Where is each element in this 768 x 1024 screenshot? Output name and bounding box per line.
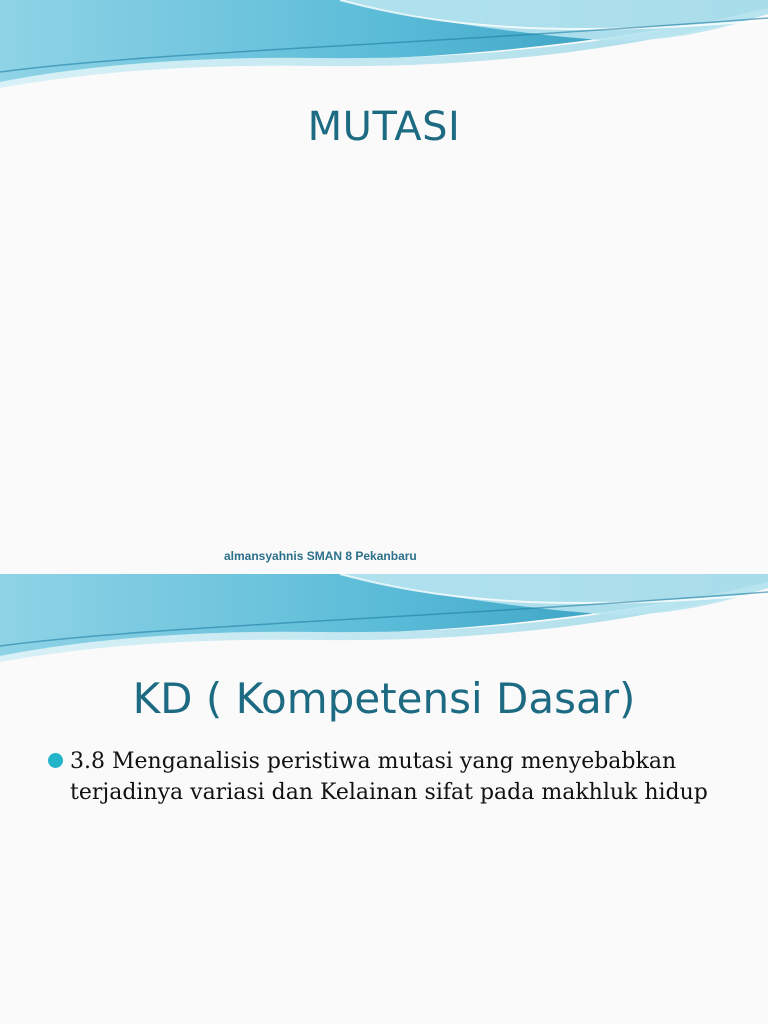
bullet-dot-icon	[48, 753, 63, 768]
slide-2	[0, 574, 768, 1024]
bullet-text: 3.8 Menganalisis peristiwa mutasi yang menyebabkan terjadinya variasi dan Kelainan sifat pada makhluk hidup	[70, 749, 708, 805]
slide-title: KD ( Kompetensi Dasar)	[132, 674, 636, 723]
wave-header-decoration	[0, 574, 768, 664]
wave-header-decoration	[0, 0, 768, 90]
bullet-list	[48, 746, 728, 808]
slide-title: MUTASI	[307, 104, 461, 150]
list-item	[48, 746, 728, 808]
slide-footer: almansyahnis SMAN 8 Pekanbaru	[224, 549, 417, 563]
